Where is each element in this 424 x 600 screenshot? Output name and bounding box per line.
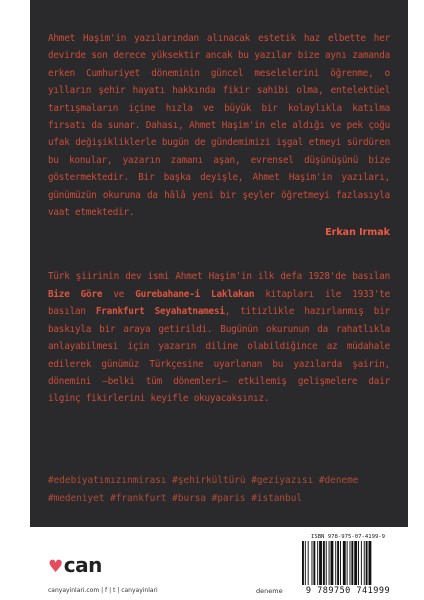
barcode-number: 9 789750 741999 [305, 586, 391, 596]
review-paragraph: Ahmet Haşim'in yazılarından alınacak estetik haz elbette her devirde son derece yüksektir ancak bu yazılar bize aynı zamanda erken Cumhuriyet döneminin güncel meselelerini öğrenme, o yılların şehir hayatı hakkında fikir sahibi olma, entelektüel tartışmaların içine hızla ve büyük bir kolaylıkla katılma fırsatı da sunar. Dahası, Ahmet Haşim'in ele aldığı ve pek çoğu ufak değişikliklerle bugün de gündemimizi işgal etmeyi sürdüren bu konular, yazarın zamanı aşan, evrensel düşünüşünü bize göstermektedir. Bir başka deyişle, Ahmet Haşim'in yazıları, günümüzün okuruna da hâlâ yeni bir şeyler öğretmeyi fazlasıyla vaat etmektedir. [48, 33, 390, 219]
book-title-gurebahane: Gurebahane-i Laklakan [135, 288, 255, 300]
publisher-logo [48, 553, 102, 577]
genre-label: deneme [256, 587, 283, 595]
cover-footer [30, 527, 408, 600]
desc-text-1: Türk şiirinin dev ismi Ahmet Haşim'in ilk defa 1928'de basılan [48, 271, 390, 283]
hashtag-line-2: #medeniyet #frankfurt #bursa #paris #istanbul [48, 493, 302, 504]
desc-text-3: kitapları ile 1933'te basılan [48, 288, 391, 318]
hashtag-line-1: #edebiyatımızınmirası #şehirkültürü #geziyazısı #deneme [48, 475, 359, 486]
desc-text-2: ve [102, 288, 136, 300]
book-title-frankfurt: Frankfurt Seyahatnamesi [95, 306, 225, 318]
logo-text: can [63, 553, 102, 577]
desc-text-4: , titizlikle hazırlanmış bir baskıyla bir araya getirildi. Bugünün okurunun da rahatlıkla anlayabilmesi için yazarın diline olabildiğince az müdahale edilerek günümüz Türkçesine uyarlanan bu yazılarda şairin, dönemini –belki tüm dönemleri– etkilemiş gelişmelere dair ilginç fikirlerini keyifle okuyacaksınız. [48, 306, 390, 405]
book-title-bize-gore: Bize Göre [48, 288, 103, 300]
heart-icon: ♥ [48, 557, 63, 577]
text-panel [30, 0, 408, 527]
isbn-text: ISBN 978-975-07-4199-9 [310, 534, 386, 540]
hashtag-list [48, 472, 388, 508]
barcode [298, 533, 398, 597]
description-paragraph [48, 268, 390, 407]
review-author: Erkan Irmak [325, 227, 390, 239]
publisher-social: canyayinlari.com | f | t | canyayinlari [48, 587, 158, 594]
barcode-icon [298, 541, 398, 585]
